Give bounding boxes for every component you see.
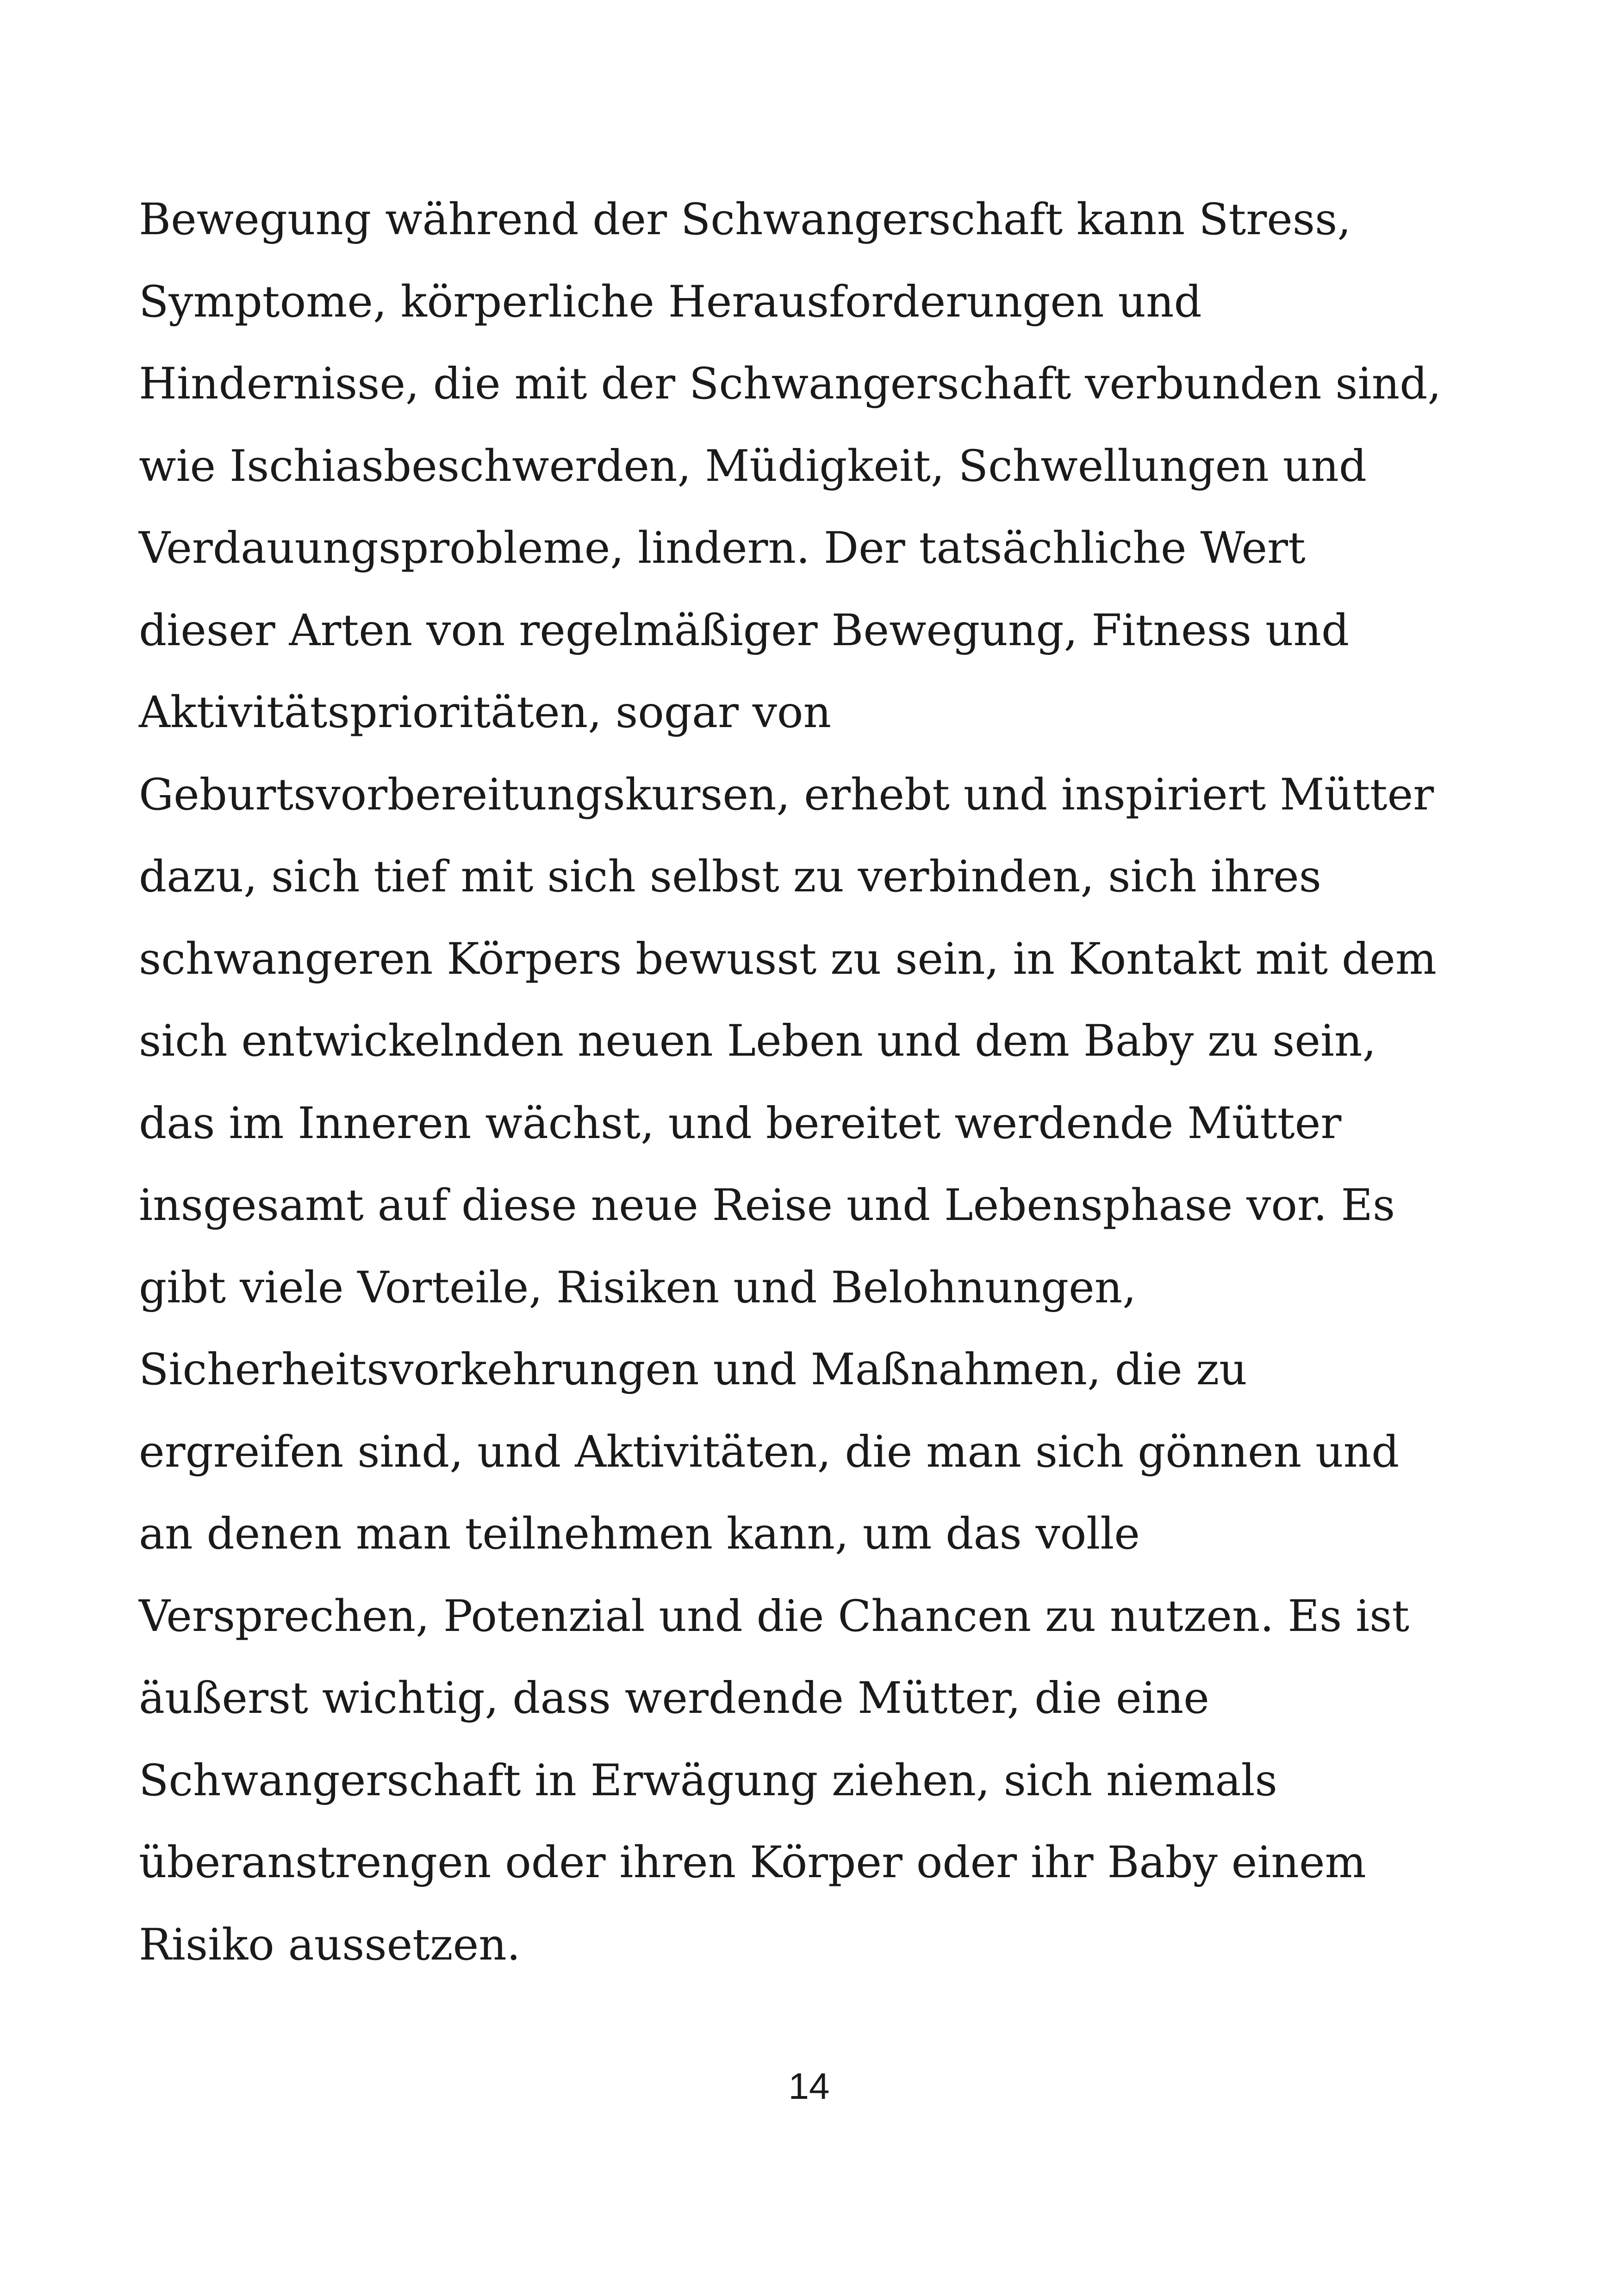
text-line: dazu, sich tief mit sich selbst zu verbinden, sich ihres [139,852,1322,902]
text-line: Risiko aussetzen. [139,1919,521,1970]
text-line: das im Inneren wächst, und bereitet werdende Mütter [139,1098,1342,1149]
text-line: wie Ischiasbeschwerden, Müdigkeit, Schwellungen und [139,441,1367,492]
text-line: Aktivitätsprioritäten, sogar von [139,687,832,738]
text-line: Schwangerschaft in Erwägung ziehen, sich niemals [139,1755,1277,1806]
text-line: Bewegung während der Schwangerschaft kann Stress, [139,194,1351,245]
text-line: sich entwickelnden neuen Leben und dem Baby zu sein, [139,1016,1376,1066]
text-line: gibt viele Vorteile, Risiken und Belohnungen, [139,1262,1137,1313]
text-line: Sicherheitsvorkehrungen und Maßnahmen, die zu [139,1344,1247,1395]
text-line: äußerst wichtig, dass werdende Mütter, die eine [139,1673,1209,1724]
page-number: 14 [788,2066,830,2107]
text-line: an denen man teilnehmen kann, um das volle [139,1509,1140,1559]
text-line: Geburtsvorbereitungskursen, erhebt und inspiriert Mütter [139,769,1434,820]
text-line: Symptome, körperliche Herausforderungen und [139,276,1202,327]
text-line: schwangeren Körpers bewusst zu sein, in Kontakt mit dem [139,933,1437,984]
body-paragraph [139,179,1504,1986]
text-line: überanstrengen oder ihren Körper oder ihr Baby einem [139,1837,1366,1888]
text-line: Hindernisse, die mit der Schwangerschaft verbunden sind, [139,359,1442,409]
text-line: Versprechen, Potenzial und die Chancen zu nutzen. Es ist [139,1591,1410,1642]
text-line: ergreifen sind, und Aktivitäten, die man sich gönnen und [139,1426,1400,1477]
text-line: dieser Arten von regelmäßiger Bewegung, Fitness und [139,605,1350,656]
text-line: insgesamt auf diese neue Reise und Lebensphase vor. Es [139,1180,1395,1231]
text-line: Verdauungsprobleme, lindern. Der tatsächliche Wert [139,523,1306,573]
